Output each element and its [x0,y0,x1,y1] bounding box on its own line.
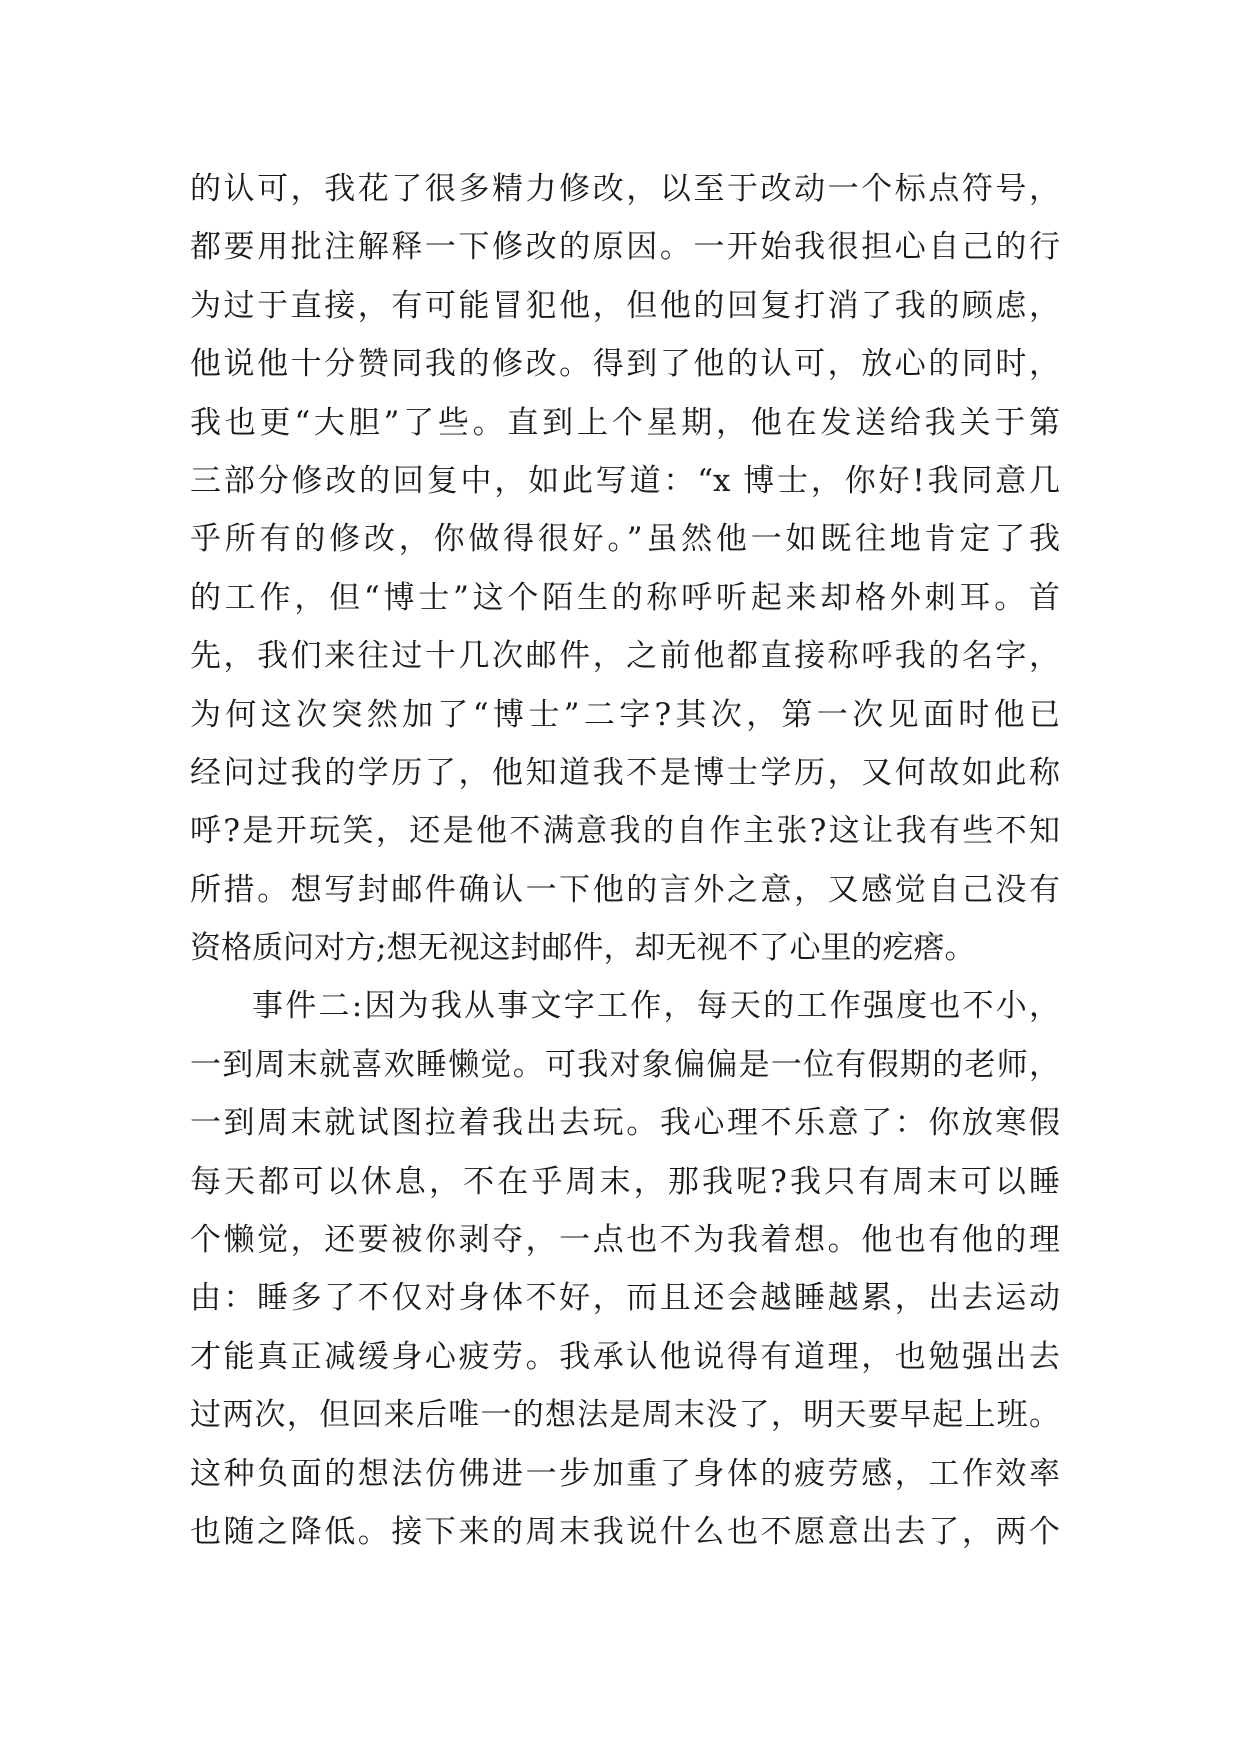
text-line-22: 过两次，但回来后唯一的想法是周末没了，明天要早起上班。 [190,1397,1060,1434]
text-line-1: 的认可，我花了很多精力修改，以至于改动一个标点符号， [190,171,1060,207]
text-line-10: 为何这次突然加了“博士”二字?其次，第一次见面时他已 [190,696,1060,733]
text-line-5: 我也更“大胆”了些。直到上个星期，他在发送给我关于第 [190,404,1060,441]
text-line-3: 为过于直接，有可能冒犯他，但他的回复打消了我的顾虑， [190,287,1060,324]
text-line-13: 所措。想写封邮件确认一下他的言外之意，又感觉自己没有 [190,871,1060,908]
text-line-19: 个懒觉，还要被你剥夺，一点也不为我着想。他也有他的理 [190,1222,1060,1259]
text-line-6: 三部分修改的回复中，如此写道：“x 博士，你好!我同意几 [190,462,1060,499]
text-line-23: 这种负面的想法仿佛进一步加重了身体的疲劳感，工作效率 [190,1455,1060,1492]
body-text [190,160,1060,1561]
text-line-8: 的工作，但“博士”这个陌生的称呼听起来却格外刺耳。首 [190,579,1060,616]
text-line-20: 由：睡多了不仅对身体不好，而且还会越睡越累，出去运动 [190,1280,1060,1317]
text-line-17: 一到周末就试图拉着我出去玩。我心理不乐意了：你放寒假 [190,1105,1060,1142]
text-line-2: 都要用批注解释一下修改的原因。一开始我很担心自己的行 [190,229,1060,266]
text-line-9: 先，我们来往过十几次邮件，之前他都直接称呼我的名字， [190,638,1060,675]
text-line-7: 乎所有的修改，你做得很好。”虽然他一如既往地肯定了我 [190,521,1060,558]
text-line-15: 事件二:因为我从事文字工作，每天的工作强度也不小， [252,988,1060,1025]
text-line-11: 经问过我的学历了，他知道我不是博士学历，又何故如此称 [190,754,1060,791]
text-line-24: 也随之降低。接下来的周末我说什么也不愿意出去了，两个 [190,1513,1060,1550]
text-line-21: 才能真正减缓身心疲劳。我承认他说得有道理，也勉强出去 [190,1338,1060,1375]
text-line-4: 他说他十分赞同我的修改。得到了他的认可，放心的同时， [190,346,1060,383]
text-line-12: 呼?是开玩笑，还是他不满意我的自作主张?这让我有些不知 [190,813,1060,850]
text-line-18: 每天都可以休息，不在乎周末，那我呢?我只有周末可以睡 [190,1163,1060,1200]
text-line-14: 资格质问对方;想无视这封邮件，却无视不了心里的疙瘩。 [190,930,976,967]
text-line-16: 一到周末就喜欢睡懒觉。可我对象偏偏是一位有假期的老师， [190,1046,1060,1083]
